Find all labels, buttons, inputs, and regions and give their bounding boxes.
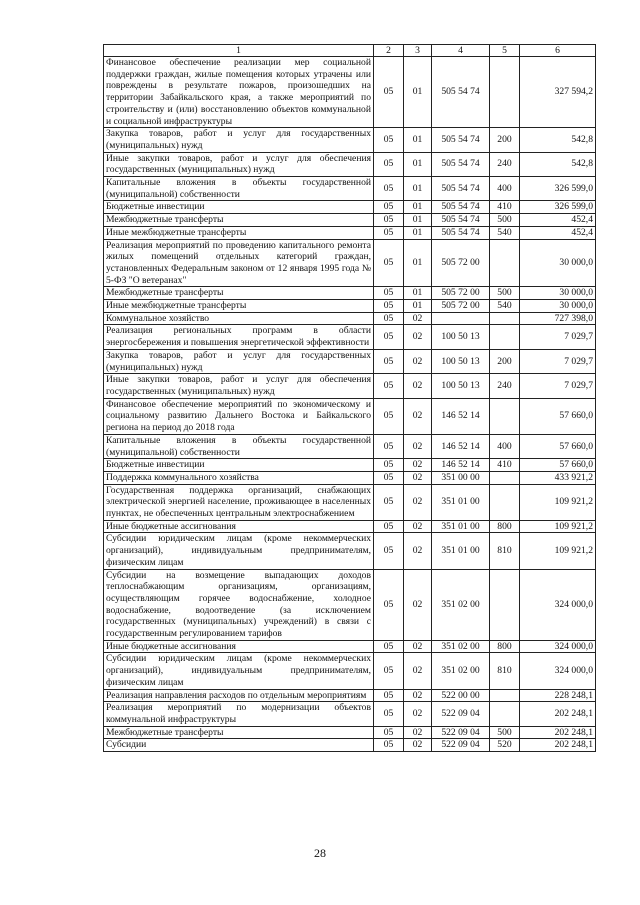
- row-name: Поддержка коммунального хозяйства: [104, 471, 374, 484]
- row-subsection: 01: [404, 239, 432, 287]
- page-number: 28: [314, 846, 326, 860]
- row-target-article: 100 50 13: [432, 374, 490, 398]
- row-subsection: 02: [404, 434, 432, 458]
- row-subsection: 02: [404, 533, 432, 569]
- table-row: [104, 471, 596, 484]
- row-subsection: 02: [404, 484, 432, 520]
- row-target-article: 146 52 14: [432, 459, 490, 472]
- row-name: Бюджетные инвестиции: [104, 459, 374, 472]
- row-section: 05: [374, 325, 404, 349]
- row-amount: 7 029,7: [520, 349, 596, 373]
- row-expense-type: 500: [490, 287, 520, 300]
- header-col-1: 1: [104, 45, 374, 57]
- row-target-article: 522 00 00: [432, 689, 490, 702]
- row-target-article: 351 02 00: [432, 569, 490, 640]
- row-amount: 7 029,7: [520, 325, 596, 349]
- row-section: 05: [374, 689, 404, 702]
- row-section: 05: [374, 471, 404, 484]
- row-expense-type: 540: [490, 300, 520, 313]
- row-subsection: 01: [404, 226, 432, 239]
- row-amount: 542,8: [520, 128, 596, 152]
- budget-table: [103, 44, 596, 752]
- row-expense-type: 240: [490, 374, 520, 398]
- row-subsection: 02: [404, 398, 432, 434]
- table-row: [104, 569, 596, 640]
- row-target-article: 351 02 00: [432, 640, 490, 653]
- row-section: 05: [374, 569, 404, 640]
- row-expense-type: 410: [490, 459, 520, 472]
- row-expense-type: 400: [490, 434, 520, 458]
- row-expense-type: 400: [490, 177, 520, 201]
- row-amount: 324 000,0: [520, 640, 596, 653]
- row-section: 05: [374, 484, 404, 520]
- row-subsection: 02: [404, 312, 432, 325]
- row-target-article: 505 72 00: [432, 239, 490, 287]
- row-subsection: 02: [404, 471, 432, 484]
- row-subsection: 02: [404, 349, 432, 373]
- row-target-article: 351 01 00: [432, 533, 490, 569]
- row-amount: 202 248,1: [520, 739, 596, 752]
- row-section: 05: [374, 239, 404, 287]
- row-subsection: 02: [404, 520, 432, 533]
- row-section: 05: [374, 349, 404, 373]
- row-target-article: 351 01 00: [432, 520, 490, 533]
- row-amount: 57 660,0: [520, 398, 596, 434]
- row-expense-type: 810: [490, 533, 520, 569]
- row-subsection: 01: [404, 152, 432, 176]
- row-section: 05: [374, 57, 404, 128]
- row-subsection: 02: [404, 689, 432, 702]
- row-expense-type: 500: [490, 214, 520, 227]
- table-row: [104, 177, 596, 201]
- row-target-article: [432, 312, 490, 325]
- table-row: [104, 300, 596, 313]
- row-section: 05: [374, 653, 404, 689]
- row-amount: 57 660,0: [520, 434, 596, 458]
- row-name: Капитальные вложения в объекты государственной (муниципальной) собственности: [104, 177, 374, 201]
- row-subsection: 01: [404, 57, 432, 128]
- row-section: 05: [374, 201, 404, 214]
- row-subsection: 01: [404, 201, 432, 214]
- row-name: Субсидии на возмещение выпадающих доходов теплоснабжающим организациям, организациям, осуществляющим горячее водоснабжение, холодное водоснабжение, водоотведение (за исключением государственных (муниципальных) учреждений) в связи с государственным регулированием тарифов: [104, 569, 374, 640]
- row-expense-type: [490, 325, 520, 349]
- row-name: Бюджетные инвестиции: [104, 201, 374, 214]
- row-name: Реализация мероприятий по модернизации объектов коммунальной инфраструктуры: [104, 702, 374, 726]
- table-row: [104, 152, 596, 176]
- row-subsection: 01: [404, 177, 432, 201]
- row-amount: 109 921,2: [520, 533, 596, 569]
- row-section: 05: [374, 726, 404, 739]
- row-expense-type: 500: [490, 726, 520, 739]
- row-subsection: 01: [404, 287, 432, 300]
- row-amount: 228 248,1: [520, 689, 596, 702]
- table-header-row: [104, 45, 596, 57]
- row-target-article: 146 52 14: [432, 434, 490, 458]
- row-target-article: 505 72 00: [432, 287, 490, 300]
- row-subsection: 02: [404, 726, 432, 739]
- row-name: Закупка товаров, работ и услуг для государственных (муниципальных) нужд: [104, 349, 374, 373]
- row-expense-type: [490, 57, 520, 128]
- row-section: 05: [374, 434, 404, 458]
- table-row: [104, 434, 596, 458]
- row-name: Иные закупки товаров, работ и услуг для обеспечения государственных (муниципальных) нужд: [104, 374, 374, 398]
- row-target-article: 351 02 00: [432, 653, 490, 689]
- row-expense-type: 540: [490, 226, 520, 239]
- row-expense-type: [490, 689, 520, 702]
- row-expense-type: [490, 569, 520, 640]
- row-target-article: 351 00 00: [432, 471, 490, 484]
- row-target-article: 100 50 13: [432, 325, 490, 349]
- row-name: Иные закупки товаров, работ и услуг для обеспечения государственных (муниципальных) нужд: [104, 152, 374, 176]
- header-col-2: 2: [374, 45, 404, 57]
- row-expense-type: [490, 398, 520, 434]
- row-name: Иные бюджетные ассигнования: [104, 520, 374, 533]
- row-name: Реализация региональных программ в области энергосбережения и повышения энергетической эффективности: [104, 325, 374, 349]
- table-row: [104, 226, 596, 239]
- row-section: 05: [374, 640, 404, 653]
- table-row: [104, 653, 596, 689]
- row-subsection: 02: [404, 653, 432, 689]
- row-amount: 30 000,0: [520, 287, 596, 300]
- row-amount: 324 000,0: [520, 653, 596, 689]
- table-row: [104, 349, 596, 373]
- table-row: [104, 128, 596, 152]
- row-target-article: 100 50 13: [432, 349, 490, 373]
- row-name: Субсидии юридическим лицам (кроме некоммерческих организаций), индивидуальным предпринимателям, физическим лицам: [104, 653, 374, 689]
- row-section: 05: [374, 287, 404, 300]
- row-expense-type: [490, 484, 520, 520]
- row-expense-type: 520: [490, 739, 520, 752]
- table-row: [104, 239, 596, 287]
- row-amount: 7 029,7: [520, 374, 596, 398]
- row-amount: 324 000,0: [520, 569, 596, 640]
- row-target-article: 505 54 74: [432, 177, 490, 201]
- row-expense-type: 200: [490, 349, 520, 373]
- table-row: [104, 57, 596, 128]
- header-col-5: 5: [490, 45, 520, 57]
- table-row: [104, 640, 596, 653]
- row-name: Реализация мероприятий по проведению капитального ремонта жилых помещений отдельных категорий граждан, установленных Федеральным законом от 12 января 1995 года № 5-ФЗ "О ветеранах": [104, 239, 374, 287]
- row-name: Коммунальное хозяйство: [104, 312, 374, 325]
- row-section: 05: [374, 177, 404, 201]
- row-amount: 433 921,2: [520, 471, 596, 484]
- table-row: [104, 312, 596, 325]
- table-row: [104, 201, 596, 214]
- row-section: 05: [374, 300, 404, 313]
- row-expense-type: 200: [490, 128, 520, 152]
- row-target-article: 505 54 74: [432, 226, 490, 239]
- row-subsection: 01: [404, 300, 432, 313]
- row-subsection: 02: [404, 739, 432, 752]
- row-amount: 326 599,0: [520, 201, 596, 214]
- row-section: 05: [374, 226, 404, 239]
- row-amount: 202 248,1: [520, 702, 596, 726]
- row-section: 05: [374, 312, 404, 325]
- row-expense-type: [490, 312, 520, 325]
- table-row: [104, 398, 596, 434]
- row-amount: 452,4: [520, 226, 596, 239]
- table-row: [104, 520, 596, 533]
- row-target-article: 505 54 74: [432, 57, 490, 128]
- row-name: Иные бюджетные ассигнования: [104, 640, 374, 653]
- row-amount: 542,8: [520, 152, 596, 176]
- row-subsection: 02: [404, 459, 432, 472]
- row-name: Межбюджетные трансферты: [104, 287, 374, 300]
- table-row: [104, 287, 596, 300]
- row-target-article: 522 09 04: [432, 726, 490, 739]
- row-expense-type: 240: [490, 152, 520, 176]
- table-body: [104, 57, 596, 752]
- header-col-6: 6: [520, 45, 596, 57]
- row-section: 05: [374, 214, 404, 227]
- table-row: [104, 374, 596, 398]
- table-row: [104, 739, 596, 752]
- row-name: Иные межбюджетные трансферты: [104, 226, 374, 239]
- table-row: [104, 726, 596, 739]
- table-row: [104, 689, 596, 702]
- row-subsection: 01: [404, 214, 432, 227]
- row-subsection: 02: [404, 325, 432, 349]
- row-target-article: 522 09 04: [432, 739, 490, 752]
- row-target-article: 522 09 04: [432, 702, 490, 726]
- row-subsection: 01: [404, 128, 432, 152]
- row-subsection: 02: [404, 569, 432, 640]
- header-col-3: 3: [404, 45, 432, 57]
- row-expense-type: [490, 471, 520, 484]
- row-expense-type: 810: [490, 653, 520, 689]
- row-target-article: 505 54 74: [432, 128, 490, 152]
- row-section: 05: [374, 398, 404, 434]
- row-target-article: 505 72 00: [432, 300, 490, 313]
- row-amount: 327 594,2: [520, 57, 596, 128]
- table-row: [104, 459, 596, 472]
- row-target-article: 505 54 74: [432, 214, 490, 227]
- row-subsection: 02: [404, 702, 432, 726]
- table-row: [104, 214, 596, 227]
- row-subsection: 02: [404, 640, 432, 653]
- row-name: Государственная поддержка организаций, снабжающих электрической энергией население, проживающее в населенных пунктах, не обеспеченных центральным электроснабжением: [104, 484, 374, 520]
- row-target-article: 505 54 74: [432, 201, 490, 214]
- row-expense-type: [490, 239, 520, 287]
- row-name: Финансовое обеспечение реализации мер социальной поддержки граждан, жилые помещения которых утрачены или повреждены в результате пожаров, произошедших на территории Забайкальского края, а также мероприятий по строительству и (или) восстановлению объектов коммунальной и социальной инфраструктуры: [104, 57, 374, 128]
- row-amount: 202 248,1: [520, 726, 596, 739]
- row-name: Капитальные вложения в объекты государственной (муниципальной) собственности: [104, 434, 374, 458]
- row-section: 05: [374, 152, 404, 176]
- row-expense-type: [490, 702, 520, 726]
- row-target-article: 351 01 00: [432, 484, 490, 520]
- row-amount: 109 921,2: [520, 484, 596, 520]
- row-amount: 57 660,0: [520, 459, 596, 472]
- row-name: Реализация направления расходов по отдельным мероприятиям: [104, 689, 374, 702]
- row-name: Межбюджетные трансферты: [104, 214, 374, 227]
- row-section: 05: [374, 520, 404, 533]
- row-section: 05: [374, 702, 404, 726]
- row-amount: 452,4: [520, 214, 596, 227]
- row-name: Субсидии: [104, 739, 374, 752]
- row-expense-type: 800: [490, 520, 520, 533]
- row-subsection: 02: [404, 374, 432, 398]
- row-amount: 326 599,0: [520, 177, 596, 201]
- row-section: 05: [374, 739, 404, 752]
- row-section: 05: [374, 459, 404, 472]
- row-amount: 30 000,0: [520, 300, 596, 313]
- table-row: [104, 533, 596, 569]
- row-name: Субсидии юридическим лицам (кроме некоммерческих организаций), индивидуальным предпринимателям, физическим лицам: [104, 533, 374, 569]
- row-name: Иные межбюджетные трансферты: [104, 300, 374, 313]
- row-amount: 109 921,2: [520, 520, 596, 533]
- table-row: [104, 325, 596, 349]
- table-row: [104, 702, 596, 726]
- row-name: Закупка товаров, работ и услуг для государственных (муниципальных) нужд: [104, 128, 374, 152]
- table-row: [104, 484, 596, 520]
- row-amount: 727 398,0: [520, 312, 596, 325]
- header-col-4: 4: [432, 45, 490, 57]
- row-name: Межбюджетные трансферты: [104, 726, 374, 739]
- row-target-article: 505 54 74: [432, 152, 490, 176]
- row-expense-type: 410: [490, 201, 520, 214]
- row-section: 05: [374, 374, 404, 398]
- row-expense-type: 800: [490, 640, 520, 653]
- row-amount: 30 000,0: [520, 239, 596, 287]
- row-section: 05: [374, 533, 404, 569]
- row-target-article: 146 52 14: [432, 398, 490, 434]
- row-section: 05: [374, 128, 404, 152]
- row-name: Финансовое обеспечение мероприятий по экономическому и социальному развитию Дальнего Востока и Байкальского региона на период до 2018 года: [104, 398, 374, 434]
